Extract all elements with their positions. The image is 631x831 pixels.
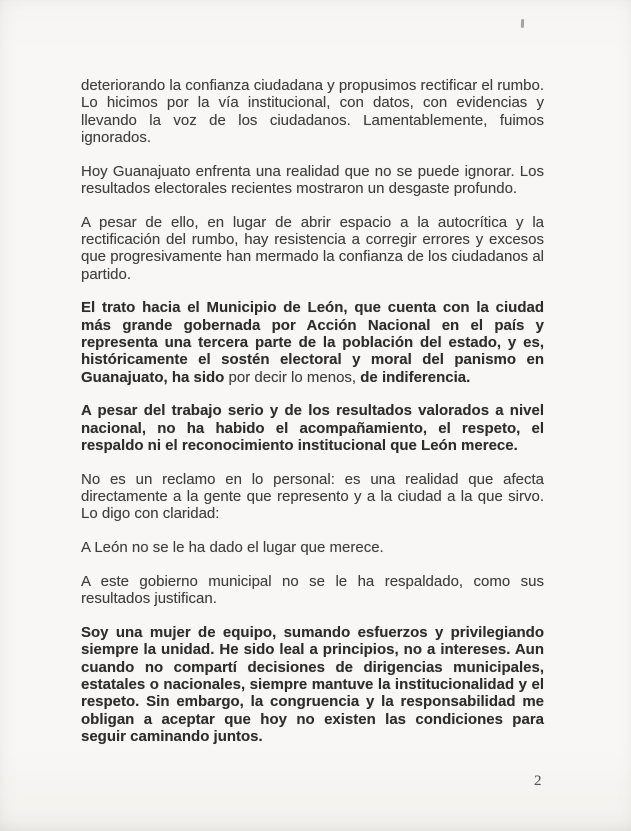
text-run-bold: A pesar del trabajo serio y de los resultados valorados a nivel nacional, no ha habido el acompañamiento, el respeto, el respaldo ni el reconocimiento institucional que León merece.	[81, 402, 544, 455]
text-run-bold: Soy una mujer de equipo, sumando esfuerzos y privilegiando siempre la unidad. He sido leal a principios, no a intereses. Aun cuando no compartí decisiones de dirigencias municipales, estatales o nacionales, siempre mantuve la institucionalidad y el respeto. Sin embargo, la congruencia y la responsabilidad me obligan a aceptar que hoy no existen las condiciones para seguir caminando juntos.	[81, 624, 544, 745]
text-run: A León no se le ha dado el lugar que merece.	[81, 539, 384, 557]
paragraph-a-pesar-de-ello	[81, 214, 544, 283]
text-run-bold: El trato hacia el Municipio de León, que cuenta con la ciudad más grande gobernada por Acción Nacional en el país y representa una tercera parte de la población del estado, y es, históricamente el sostén electoral y moral del panismo en Guanajuato, ha sido	[81, 299, 544, 386]
text-run-bold: de indiferencia.	[360, 368, 471, 386]
page-number: 2	[534, 773, 542, 789]
text-run: deteriorando la confianza ciudadana y propusimos rectificar el rumbo. Lo hicimos por la vía institucional, con datos, con evidencias y llevando la voz de los ciudadanos. Lamentablemente, fuimos ignorados.	[81, 77, 544, 146]
paragraph-gobierno-municipal	[81, 573, 544, 608]
paragraph-trabajo-serio	[81, 402, 544, 454]
letter-body	[81, 77, 544, 745]
paragraph-mujer-de-equipo	[81, 624, 544, 745]
paragraph-rectificar-rumbo	[81, 77, 544, 146]
text-run: por decir lo menos,	[224, 368, 361, 386]
text-run: A este gobierno municipal no se le ha respaldado, como sus resultados justifican.	[81, 573, 544, 608]
paragraph-hoy-guanajuato	[81, 163, 544, 198]
paragraph-no-es-reclamo	[81, 471, 544, 523]
scan-artifact-mark	[521, 19, 524, 28]
text-run: No es un reclamo en lo personal: es una realidad que afecta directamente a la gente que represento y a la ciudad a la que sirvo. Lo digo con claridad:	[81, 470, 544, 523]
text-run: A pesar de ello, en lugar de abrir espacio a la autocrítica y la rectificación del rumbo, hay resistencia a corregir errores y excesos que progresivamente han mermado la confianza de los ciudadanos al partido.	[81, 213, 544, 283]
paragraph-leon-lugar	[81, 539, 544, 556]
paragraph-trato-municipio-leon	[81, 299, 544, 385]
text-run: Hoy Guanajuato enfrenta una realidad que no se puede ignorar. Los resultados electorales recientes mostraron un desgaste profundo.	[81, 162, 544, 197]
